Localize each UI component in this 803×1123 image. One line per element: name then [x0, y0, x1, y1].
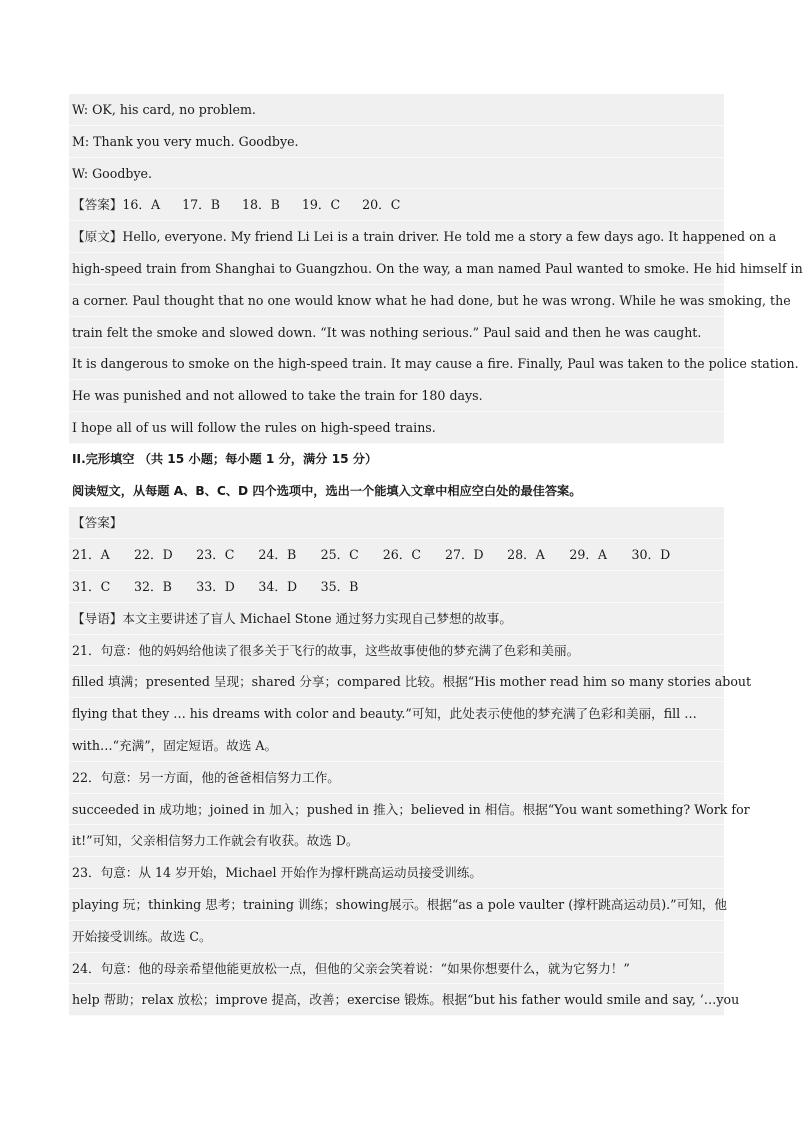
answer-row: [69, 571, 724, 603]
explanation-line: flying that they … his dreams with color and beauty.”可知，此处表示使他的梦充满了色彩和美丽，fill …: [69, 698, 724, 730]
answer-item: 33．D: [196, 578, 235, 594]
transcript-line: high-speed train from Shanghai to Guangzhou. On the way, a man named Paul wanted to smoke. He hid himself in: [69, 253, 724, 285]
answer-item: 30．D: [631, 547, 671, 563]
answer-row: [69, 539, 724, 571]
answer-label: 【答案】: [69, 507, 724, 539]
answer-item: 24．B: [258, 547, 297, 563]
answer-item: 25．C: [320, 547, 359, 563]
answer-item: 21．A: [72, 547, 110, 563]
answer-item: 35．B: [320, 578, 359, 594]
transcript-line: I hope all of us will follow the rules on high-speed trains.: [69, 412, 724, 444]
answer-item: 34．D: [258, 578, 298, 594]
listening-answer-row: [69, 189, 724, 221]
page-body: [69, 94, 803, 1016]
answer-item: 26．C: [382, 547, 422, 563]
transcript-line: train felt the smoke and slowed down. “It was nothing serious.” Paul said and then he was caught.: [69, 317, 724, 349]
explanation-line: 24．句意：他的母亲希望他能更放松一点，但他的父亲会笑着说：“如果你想要什么，就为它努力！”: [69, 953, 724, 985]
transcript-line: a corner. Paul thought that no one would know what he had done, but he was wrong. While he was smoking, the: [69, 285, 724, 317]
explanation-line: 开始接受训练。故选 C。: [69, 921, 724, 953]
explanation-line: filled 填满；presented 呈现；shared 分享；compared 比较。根据“His mother read him so many stories about: [69, 666, 724, 698]
answer-item: 20．C: [362, 197, 401, 213]
explanation-line: with…“充满”，固定短语。故选 A。: [69, 730, 724, 762]
section-heading: II.完形填空 （共 15 小题；每小题 1 分，满分 15 分）: [72, 451, 378, 466]
answer-item: 28．A: [507, 547, 545, 563]
dialogue-line: W: Goodbye.: [69, 158, 724, 190]
section-instruction: 阅读短文，从每题 A、B、C、D 四个选项中，选出一个能填入文章中相应空白处的最佳答案。: [72, 483, 582, 498]
dialogue-line: M: Thank you very much. Goodbye.: [69, 126, 724, 158]
answer-item: 29．A: [569, 547, 608, 563]
answer-item: 31．C: [72, 578, 111, 594]
answer-item: 18．B: [241, 197, 280, 213]
explanation-line: it!”可知，父亲相信努力工作就会有收获。故选 D。: [69, 825, 724, 857]
answer-item: 23．C: [196, 547, 235, 563]
transcript-line: He was punished and not allowed to take the train for 180 days.: [69, 380, 724, 412]
answer-item: 32．B: [134, 578, 172, 594]
explanation-line: 23．句意：从 14 岁开始，Michael 开始作为撑杆跳高运动员接受训练。: [69, 857, 724, 889]
explanation-line: succeeded in 成功地；joined in 加入；pushed in 推入；believed in 相信。根据“You want something? Work for: [69, 794, 724, 826]
transcript-line: It is dangerous to smoke on the high-speed train. It may cause a fire. Finally, Paul was taken to the police station.: [69, 348, 724, 380]
answer-label: 【答案】: [72, 197, 123, 213]
explanation-line: help 帮助；relax 放松；improve 提高，改善；exercise 锻炼。根据“but his father would smile and say, ‘…you: [69, 984, 724, 1016]
lead-text: 【导语】本文主要讲述了盲人 Michael Stone 通过努力实现自己梦想的故事。: [69, 603, 724, 635]
answer-item: 27．D: [444, 547, 484, 563]
explanation-line: 21．句意：他的妈妈给他读了很多关于飞行的故事，这些故事使他的梦充满了色彩和美丽。: [69, 635, 724, 667]
explanation-line: 22．句意：另一方面，他的爸爸相信努力工作。: [69, 762, 724, 794]
answer-item: 17．B: [182, 197, 220, 213]
answer-item: 22．D: [134, 547, 173, 563]
answer-item: 19．C: [301, 197, 341, 213]
dialogue-line: W: OK, his card, no problem.: [69, 94, 724, 126]
explanation-line: playing 玩；thinking 思考；training 训练；showing展示。根据“as a pole vaulter (撑杆跳高运动员).”可知，他: [69, 889, 724, 921]
transcript-line: 【原文】Hello, everyone. My friend Li Lei is a train driver. He told me a story a few days ago. It happened on a: [69, 221, 724, 253]
answer-item: 16．A: [122, 197, 161, 213]
